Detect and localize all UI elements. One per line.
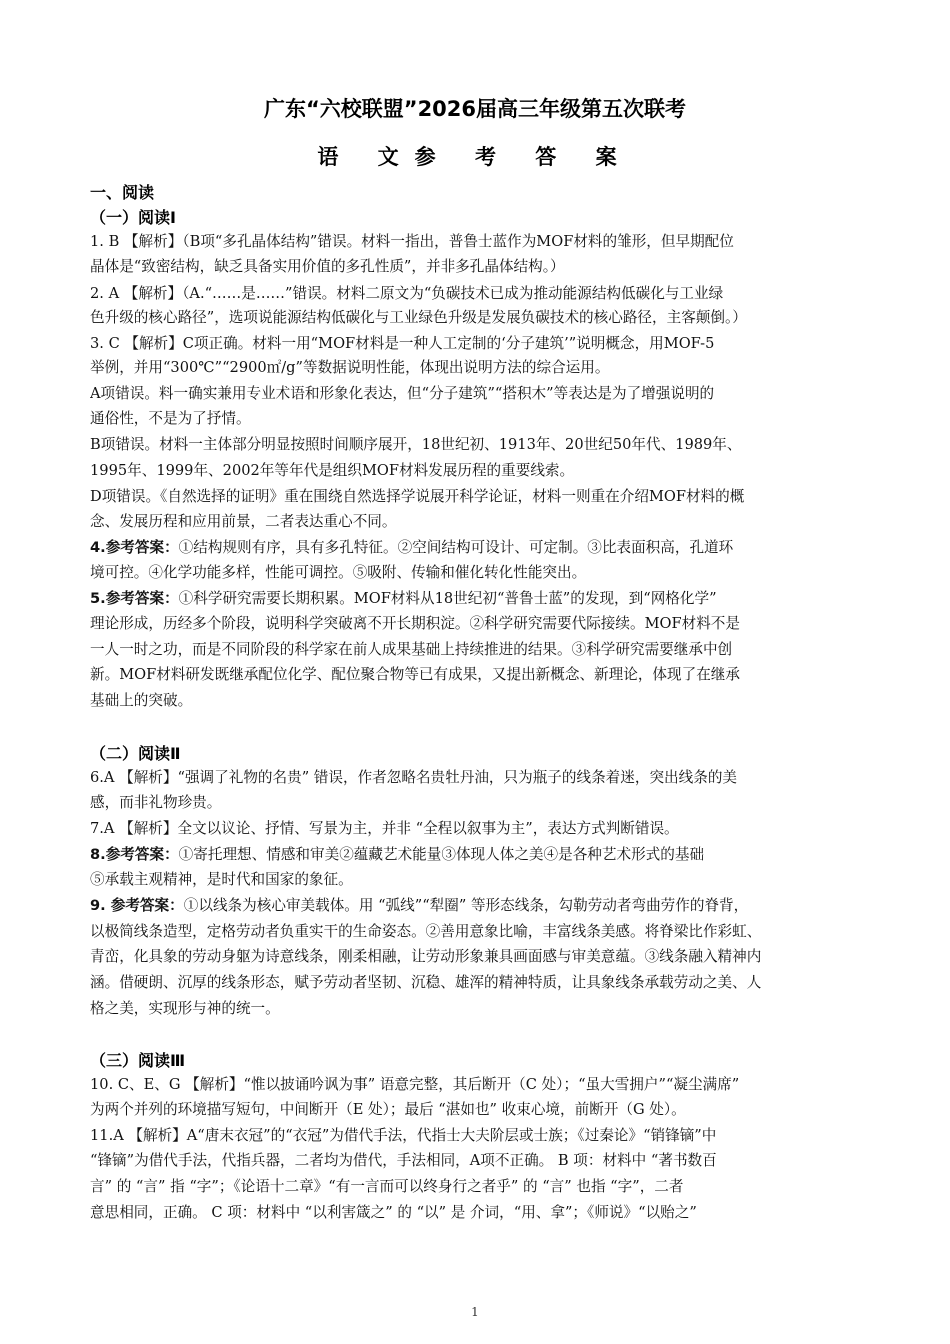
answer-label: 4.参考答案： — [90, 539, 179, 556]
text-line: 感，而非礼物珍贵。 — [90, 794, 222, 811]
text-line: ⑤承载主观精神，是时代和国家的象征。 — [90, 871, 353, 888]
section-heading: 一、阅读 — [90, 183, 155, 202]
page-subtitle: 语 文参 考 答 案 — [317, 145, 633, 169]
text-line: 基础上的突破。 — [90, 692, 193, 709]
part2-heading: （二）阅读Ⅱ — [90, 744, 181, 763]
text-line: 晶体是“致密结构，缺乏具备实用价值的多孔性质”，并非多孔晶体结构。） — [90, 258, 565, 275]
answer-label: 5.参考答案： — [90, 590, 179, 607]
text-line: 2. A 【解析】（A.“……是……”错误。材料二原文为“负碳技术已成为推动能源结构低碳化与工业绿 — [90, 285, 724, 302]
text-line: 8.参考答案：①寄托理想、情感和审美②蕴藏艺术能量③体现人体之美④是各种艺术形式的基础 — [90, 846, 705, 863]
text-line: 言” 的 “言” 指 “字”；《论语十二章》“有一言而可以终身行之者乎” 的 “言” 也指 “字”，二者 — [90, 1178, 684, 1195]
answer-label: 9. 参考答案： — [90, 897, 184, 914]
text-line: 3. C 【解析】C项正确。材料一用“MOF材料是一种人工定制的‘分子建筑’”说明概念，用MOF-5 — [90, 335, 715, 352]
text-line: 10. C、E、G 【解析】“惟以披诵吟讽为事” 语意完整，其后断开（C 处）；“虽大雪拥户”“凝尘满席” — [90, 1076, 740, 1093]
text-line: 理论形成，历经多个阶段，说明科学突破离不开长期积淀。②科学研究需要代际接续。MOF材料不是 — [90, 615, 740, 632]
text-line: A项错误。料一确实兼用专业术语和形象化表达，但“分子建筑”“搭积木”等表达是为了增强说明的 — [90, 385, 715, 402]
text-line: 新。MOF材料研发既继承配位化学、配位聚合物等已有成果，又提出新概念、新理论，体现了在继承 — [90, 666, 740, 683]
text-line: 格之美，实现形与神的统一。 — [90, 1000, 280, 1017]
text-line: 青峦，化具象的劳动身躯为诗意线条，刚柔相融，让劳动形象兼具画面感与审美意蕴。③线条融入精神内 — [90, 948, 762, 965]
part1-heading: （一）阅读Ⅰ — [90, 208, 176, 227]
text-line: 以极简线条造型，定格劳动者负重实干的生命姿态。②善用意象比喻，丰富线条美感。将脊梁比作彩虹、 — [90, 923, 762, 940]
text-line: 色升级的核心路径”，选项说能源结构低碳化与工业绿色升级是发展负碳技术的核心路径，主客颠倒。） — [90, 309, 747, 326]
answer-label: 8.参考答案： — [90, 846, 179, 863]
text-line: 为两个并列的环境描写短句，中间断开（E 处）；最后 “湛如也” 收束心境，前断开（G 处）。 — [90, 1101, 686, 1118]
text-line: 4.参考答案：①结构规则有序，具有多孔特征。②空间结构可设计、可定制。③比表面积高，孔道环 — [90, 539, 734, 556]
text-line: 1. B 【解析】（B项“多孔晶体结构”错误。材料一指出，普鲁士蓝作为MOF材料的雏形，但早期配位 — [90, 233, 734, 250]
part3-heading: （三）阅读Ⅲ — [90, 1051, 186, 1070]
page-number: 1 — [471, 1305, 479, 1319]
text-line: 通俗性，不是为了抒情。 — [90, 410, 251, 427]
text-line: “锋镝”为借代手法，代指兵器，二者均为借代，手法相同，A项不正确。 B 项：材料中 “著书数百 — [90, 1152, 717, 1169]
text-line: B项错误。材料一主体部分明显按照时间顺序展开，18世纪初、1913年、20世纪50年代、1989年、 — [90, 436, 742, 453]
text-line: D项错误。《自然选择的证明》重在围绕自然选择学说展开科学论证，材料一则重在介绍MOF材料的概 — [90, 488, 745, 505]
text-line: 11.A 【解析】A“唐末衣冠”的“衣冠”为借代手法，代指士大夫阶层或士族；《过秦论》“销锋镝”中 — [90, 1127, 717, 1144]
page-title: 广东“六校联盟”2026届高三年级第五次联考 — [263, 97, 687, 121]
text-line: 意思相同，正确。 C 项：材料中 “以利害箴之” 的 “以” 是 介词，“用、拿”；《师说》“以贻之” — [90, 1204, 697, 1221]
text-line: 境可控。④化学功能多样，性能可调控。⑤吸附、传输和催化转化性能突出。 — [90, 564, 587, 581]
text-line: 举例，并用“300℃”“2900㎡/g”等数据说明性能，体现出说明方法的综合运用。 — [90, 359, 610, 376]
text-line: 一人一时之功，而是不同阶段的科学家在前人成果基础上持续推进的结果。③科学研究需要继承中创 — [90, 641, 733, 658]
text-line: 7.A 【解析】全文以议论、抒情、写景为主，并非 “全程以叙事为主”，表达方式判断错误。 — [90, 820, 679, 837]
text-line: 1995年、1999年、2002年等年代是组织MOF材料发展历程的重要线索。 — [90, 462, 575, 479]
text-line: 涵。借硬朗、沉厚的线条形态，赋予劳动者坚韧、沉稳、雄浑的精神特质，让具象线条承载劳动之美、人 — [90, 974, 762, 991]
text-line: 5.参考答案：①科学研究需要长期积累。MOF材料从18世纪初“普鲁士蓝”的发现，到“网格化学” — [90, 590, 717, 607]
text-line: 念、发展历程和应用前景，二者表达重心不同。 — [90, 513, 397, 530]
text-line: 6.A 【解析】“强调了礼物的名贵” 错误，作者忽略名贵牡丹油，只为瓶子的线条着迷，突出线条的美 — [90, 769, 738, 786]
text-line: 9. 参考答案：①以线条为核心审美载体。用 “弧线”“犁圈” 等形态线条，勾勒劳动者弯曲劳作的脊背， — [90, 897, 749, 914]
